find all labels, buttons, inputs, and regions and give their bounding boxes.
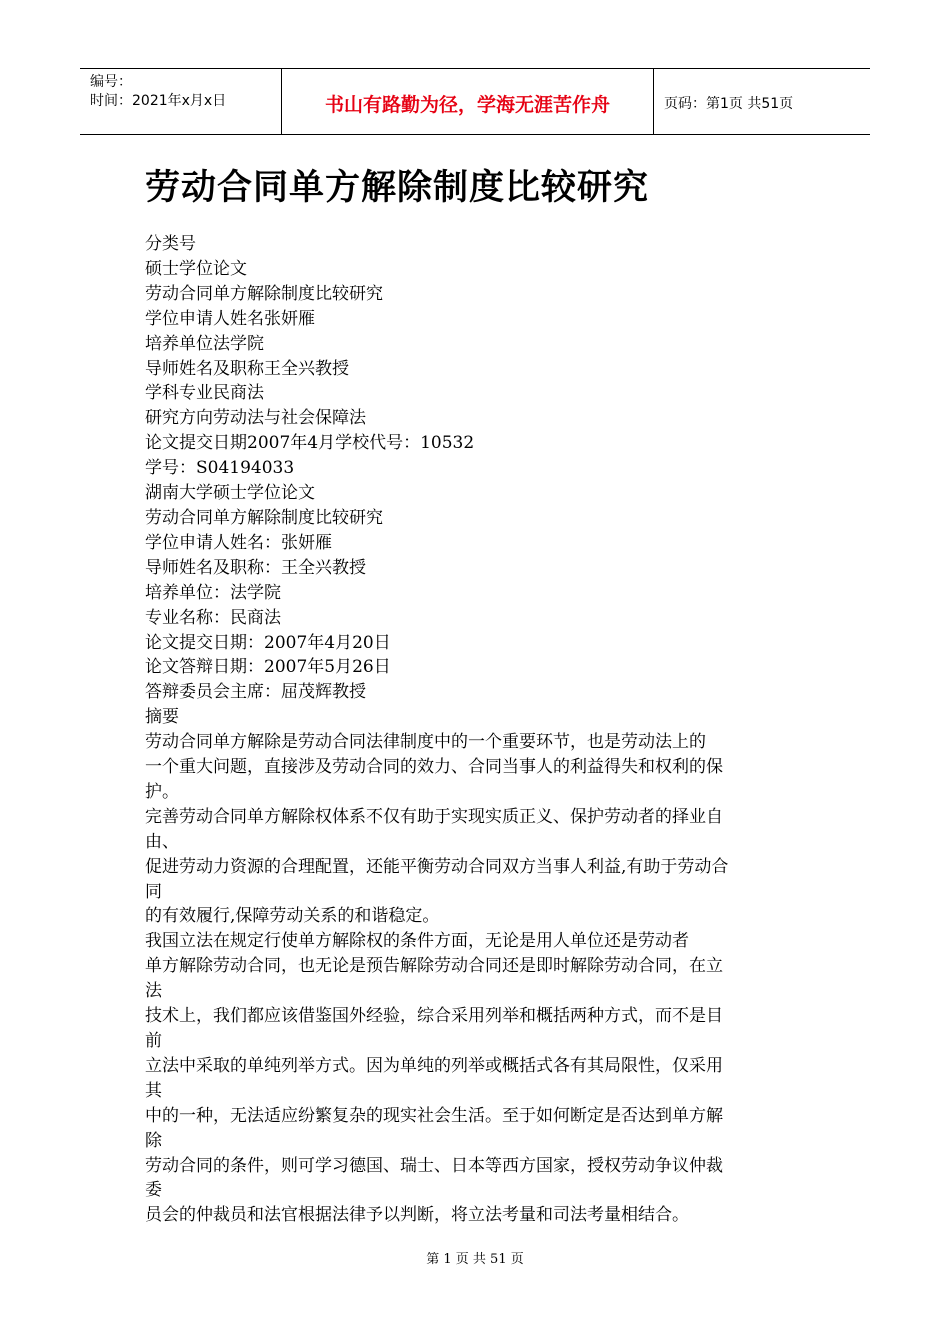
page-header xyxy=(80,68,870,135)
text-line: 答辩委员会主席：屈茂辉教授 xyxy=(145,682,366,703)
text-line: 护。 xyxy=(145,781,179,802)
text-line: 导师姓名及职称王全兴教授 xyxy=(145,358,349,379)
text-line: 一个重大问题，直接涉及劳动合同的效力、合同当事人的利益得失和权利的保 xyxy=(145,757,723,778)
text-line: 技术上，我们都应该借鉴国外经验，综合采用列举和概括两种方式，而不是目 xyxy=(145,1006,723,1027)
text-line: 湖南大学硕士学位论文 xyxy=(145,483,315,504)
text-line: 劳动合同单方解除制度比较研究 xyxy=(145,283,383,304)
text-line: 摘要 xyxy=(145,707,179,728)
text-line: 的有效履行,保障劳动关系的和谐稳定。 xyxy=(145,906,440,927)
text-line: 培养单位法学院 xyxy=(145,333,264,354)
text-line: 员会的仲裁员和法官根据法律予以判断，将立法考量和司法考量相结合。 xyxy=(145,1205,689,1226)
document-body xyxy=(145,232,810,1228)
doc-time-label: 时间：2021年x月x日 xyxy=(90,93,227,109)
text-line: 学位申请人姓名：张妍雁 xyxy=(145,532,332,553)
header-motto: 书山有路勤为径，学海无涯苦作舟 xyxy=(282,69,654,134)
header-meta xyxy=(80,69,282,134)
text-line: 学科专业民商法 xyxy=(145,383,264,404)
document-title: 劳动合同单方解除制度比较研究 xyxy=(145,168,650,208)
page-footer: 第 1 页 共 51 页 xyxy=(426,1252,524,1267)
text-line: 前 xyxy=(145,1031,162,1051)
text-line: 促进劳动力资源的合理配置，还能平衡劳动合同双方当事人利益,有助于劳动合 xyxy=(145,856,729,877)
text-line: 单方解除劳动合同，也无论是预告解除劳动合同还是即时解除劳动合同，在立 xyxy=(145,956,723,977)
text-line: 中的一种，无法适应纷繁复杂的现实社会生活。至于如何断定是否达到单方解 xyxy=(145,1105,723,1126)
text-line: 除 xyxy=(145,1130,162,1151)
text-line: 劳动合同单方解除是劳动合同法律制度中的一个重要环节，也是劳动法上的 xyxy=(145,732,706,753)
text-line: 研究方向劳动法与社会保障法 xyxy=(145,408,366,429)
header-page-info: 页码：第1页 共51页 xyxy=(664,95,794,112)
text-line: 立法中采取的单纯列举方式。因为单纯的列举或概括式各有其局限性，仅采用 xyxy=(145,1055,723,1076)
text-line: 学位申请人姓名张妍雁 xyxy=(145,308,315,329)
text-line: 论文答辩日期：2007年5月26日 xyxy=(145,657,391,678)
text-line: 分类号 xyxy=(145,234,196,254)
text-line: 学号：S04194033 xyxy=(145,458,295,479)
text-line: 委 xyxy=(145,1180,162,1201)
text-line: 我国立法在规定行使单方解除权的条件方面，无论是用人单位还是劳动者 xyxy=(145,931,689,952)
text-line: 劳动合同的条件，则可学习德国、瑞士、日本等西方国家，授权劳动争议仲裁 xyxy=(145,1155,723,1176)
text-line: 完善劳动合同单方解除权体系不仅有助于实现实质正义、保护劳动者的择业自 xyxy=(145,806,723,827)
text-line: 硕士学位论文 xyxy=(145,258,247,279)
doc-number-label: 编号： xyxy=(90,74,132,90)
text-line: 由、 xyxy=(145,831,179,852)
text-line: 培养单位：法学院 xyxy=(145,582,281,603)
text-line: 同 xyxy=(145,881,162,902)
text-line: 其 xyxy=(145,1080,162,1101)
text-line: 劳动合同单方解除制度比较研究 xyxy=(145,507,383,528)
text-line: 论文提交日期2007年4月学校代号：10532 xyxy=(145,433,475,454)
text-line: 导师姓名及职称：王全兴教授 xyxy=(145,557,366,578)
text-line: 专业名称：民商法 xyxy=(145,607,281,628)
text-line: 论文提交日期：2007年4月20日 xyxy=(145,632,391,653)
text-line: 法 xyxy=(145,981,162,1002)
